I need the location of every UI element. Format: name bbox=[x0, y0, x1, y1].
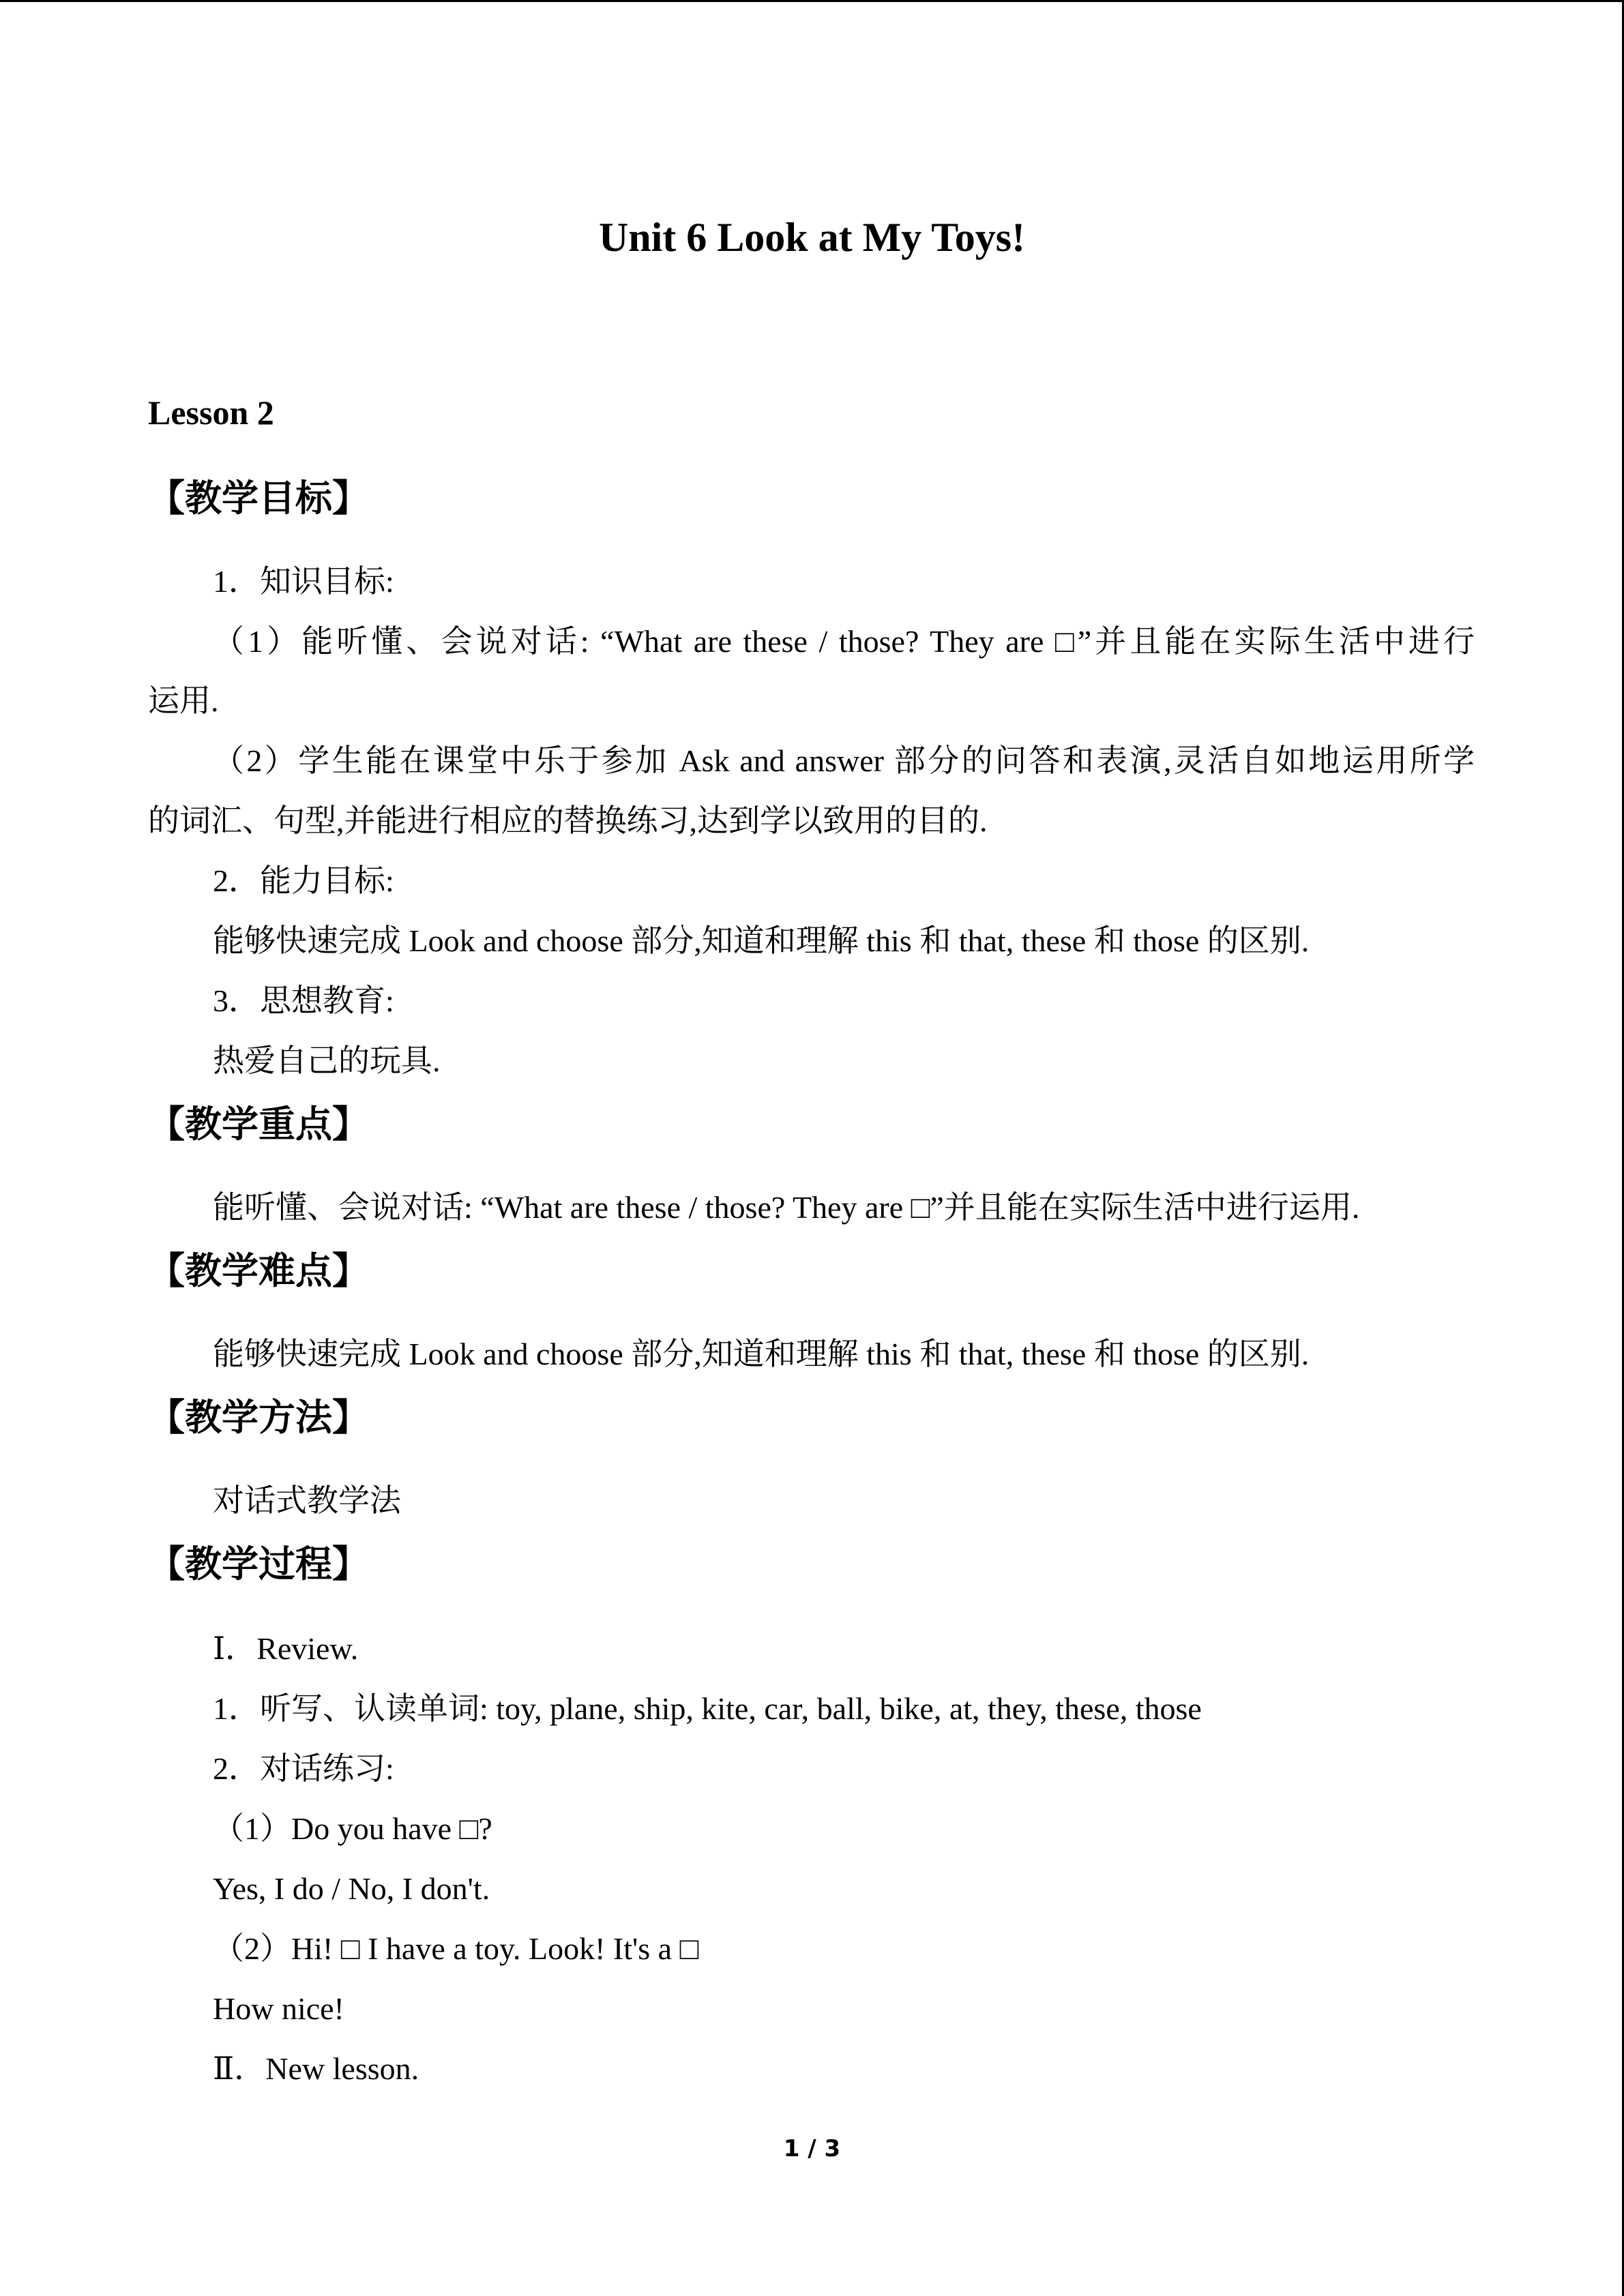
process-step-2: 2．对话练习: bbox=[213, 1751, 394, 1786]
dialogue-1-question: （1）Do you have □? bbox=[213, 1811, 492, 1846]
moral-education-label: 3．思想教育: bbox=[213, 983, 394, 1018]
knowledge-objective-label: 1．知识目标: bbox=[213, 564, 394, 599]
ability-objective-label: 2．能力目标: bbox=[213, 863, 394, 898]
dialogue-2-question: （2）Hi! □ I have a toy. Look! It's a □ bbox=[213, 1931, 699, 1966]
dialogue-1-answer: Yes, I do / No, I don't. bbox=[213, 1871, 490, 1906]
moral-education-text: 热爱自己的玩具. bbox=[213, 1043, 441, 1078]
section-heading-methods: 【教学方法】 bbox=[148, 1396, 369, 1439]
document-title: Unit 6 Look at My Toys! bbox=[598, 215, 1026, 260]
process-new-lesson: Ⅱ．New lesson. bbox=[213, 2051, 419, 2086]
section-heading-key-points: 【教学重点】 bbox=[148, 1103, 369, 1146]
process-step-1: 1．听写、认读单词: toy, plane, ship, kite, car, ball, bike, at, they, these, those bbox=[213, 1691, 1202, 1726]
lesson-label: Lesson 2 bbox=[148, 393, 274, 432]
key-points-text: 能听懂、会说对话: “What are these / those? They are □”并且能在实际生活中进行运用. bbox=[213, 1190, 1360, 1225]
difficulties-text: 能够快速完成 Look and choose 部分,知道和理解 this 和 that, these 和 those 的区别. bbox=[213, 1337, 1310, 1371]
section-heading-process: 【教学过程】 bbox=[148, 1542, 369, 1585]
dialogue-2-answer: How nice! bbox=[213, 1991, 344, 2026]
knowledge-objective-1-line-1: （1）能听懂、会说对话: “What are these / those? They are □”并且能在实际生活中进行 bbox=[213, 624, 1475, 659]
knowledge-objective-2-line-2: 的词汇、句型,并能进行相应的替换练习,达到学以致用的目的. bbox=[148, 803, 988, 838]
process-review: Ⅰ．Review. bbox=[213, 1631, 359, 1666]
knowledge-objective-1-line-2: 运用. bbox=[148, 683, 219, 718]
knowledge-objective-2-line-1: （2）学生能在课堂中乐于参加 Ask and answer 部分的问答和表演,灵活自如地运用所学 bbox=[213, 743, 1475, 778]
page-number: 1 / 3 bbox=[783, 2135, 841, 2162]
page-top-border bbox=[0, 0, 1624, 2]
methods-text: 对话式教学法 bbox=[213, 1483, 401, 1518]
ability-objective-text: 能够快速完成 Look and choose 部分,知道和理解 this 和 that, these 和 those 的区别. bbox=[213, 923, 1310, 958]
section-heading-difficulties: 【教学难点】 bbox=[148, 1249, 369, 1292]
section-heading-objectives: 【教学目标】 bbox=[148, 477, 369, 520]
